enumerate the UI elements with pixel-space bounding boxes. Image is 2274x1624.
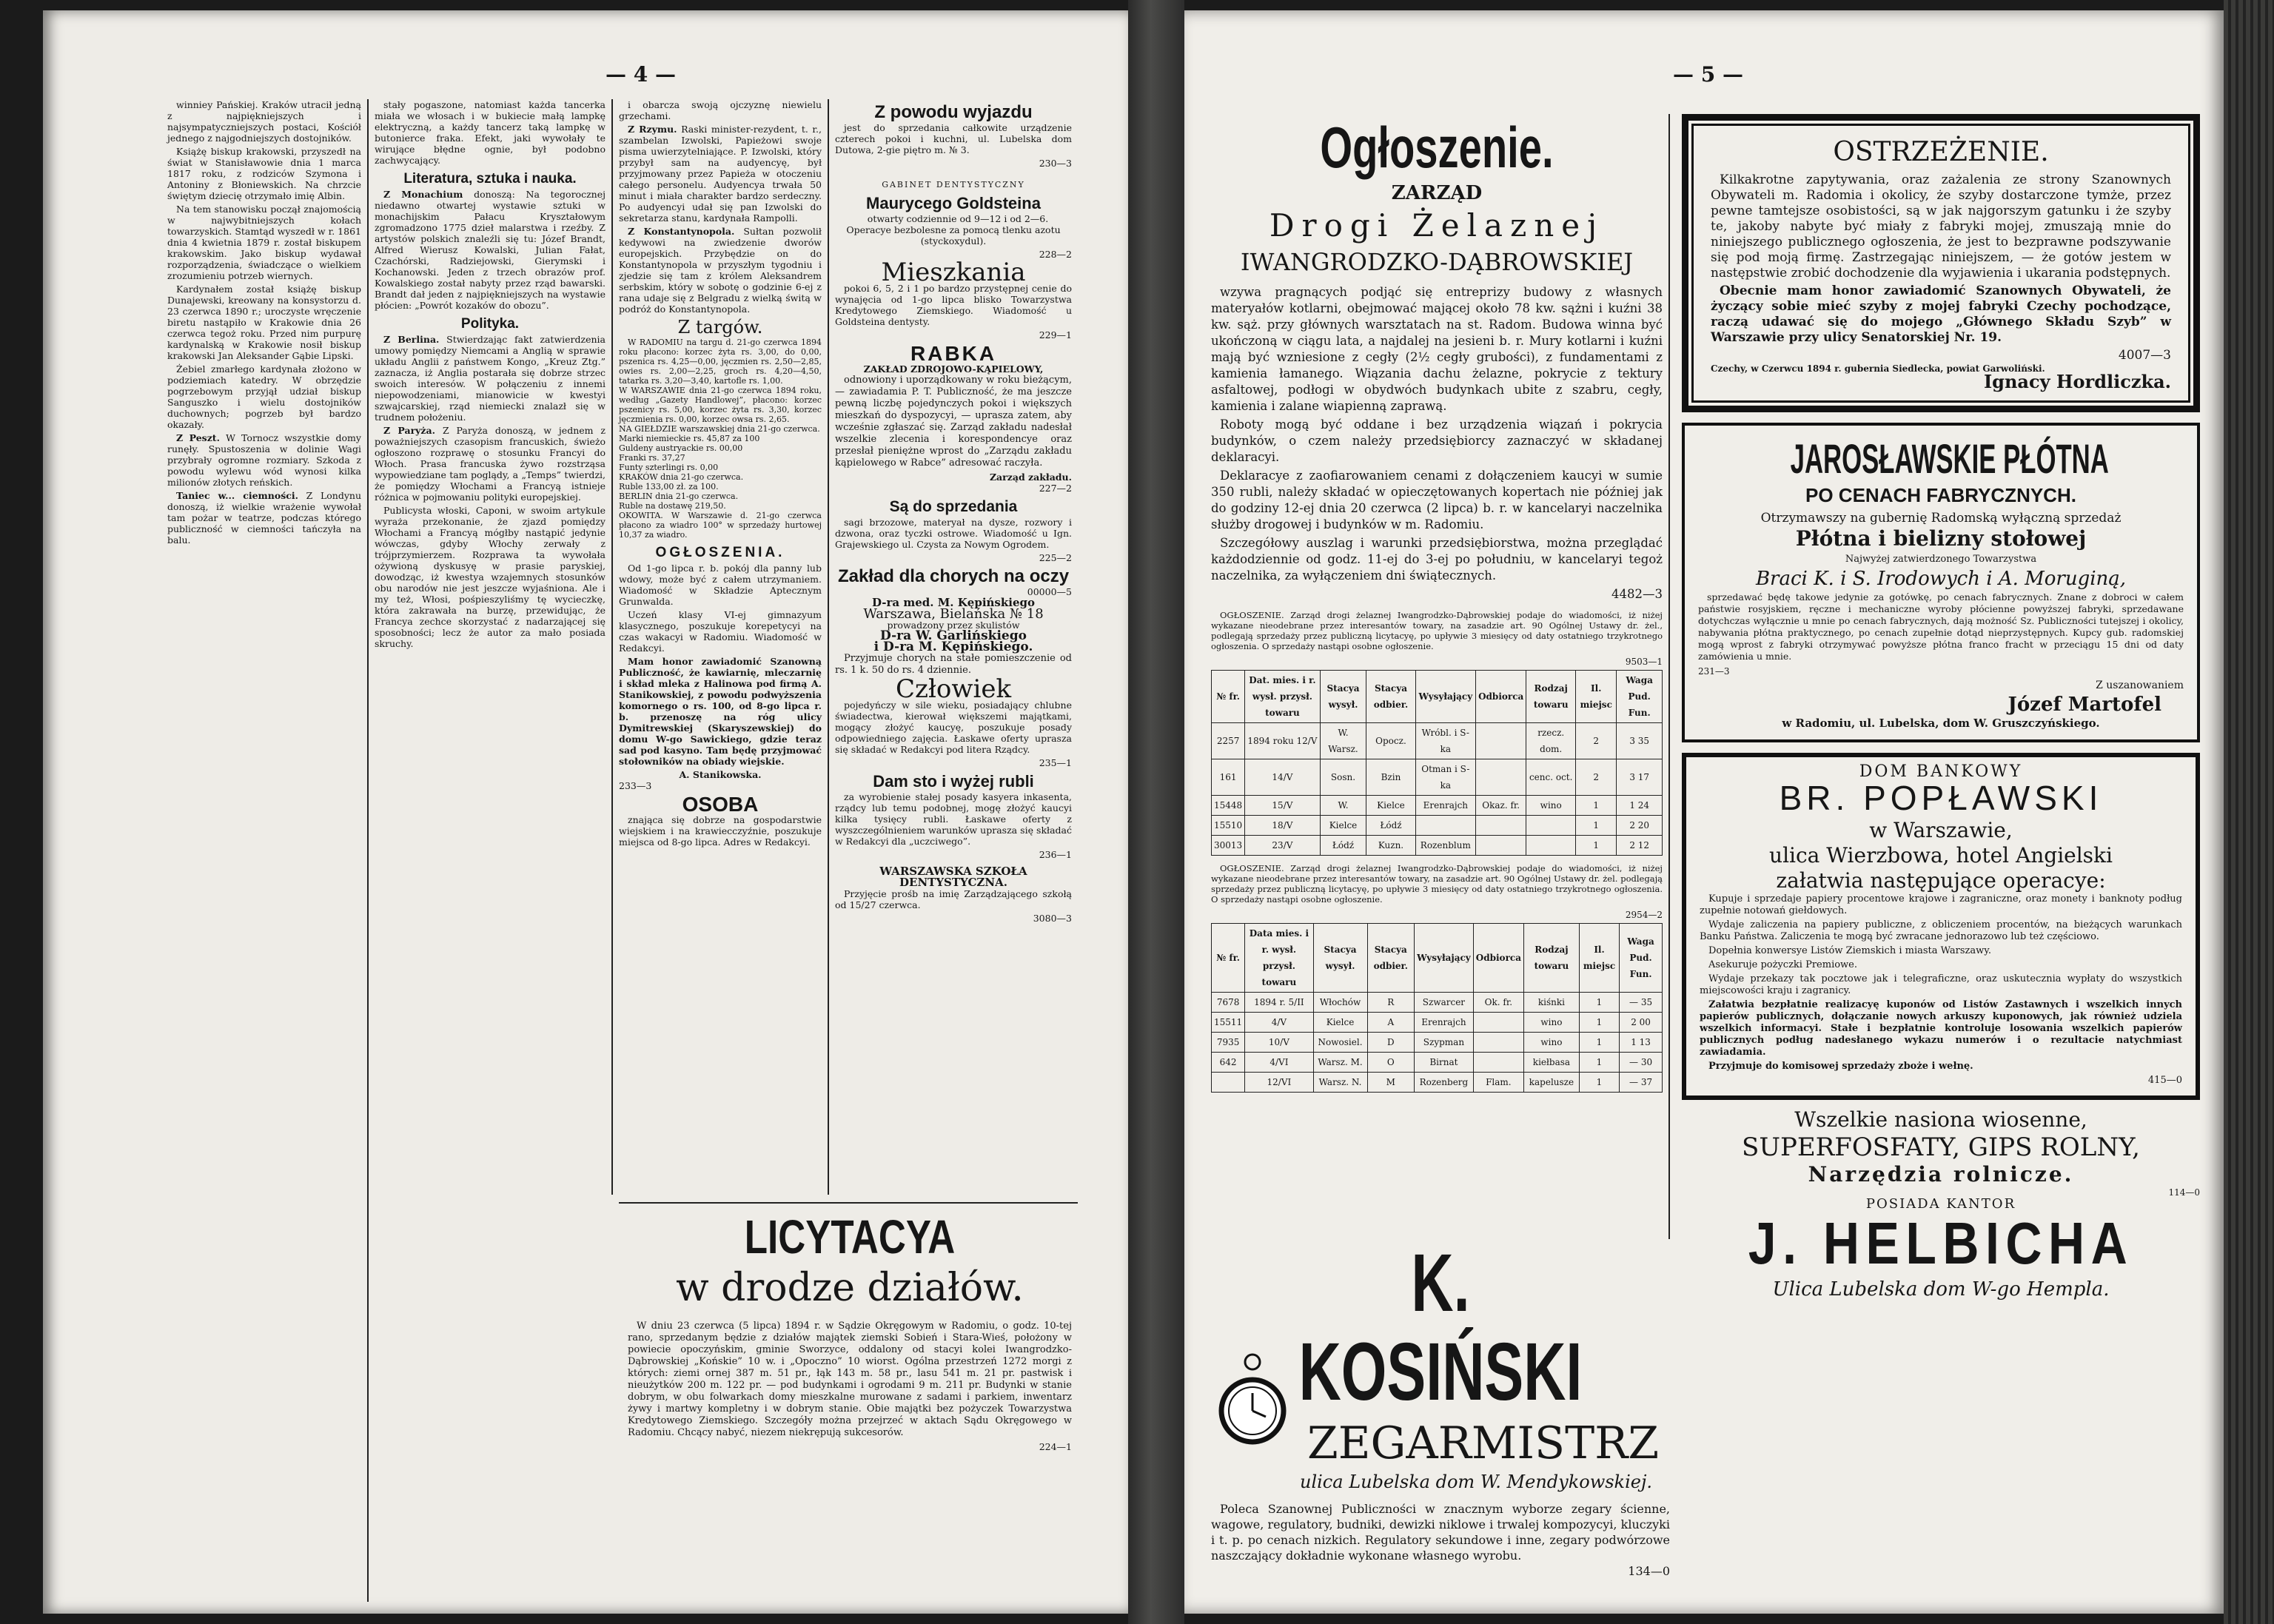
- left-page: [43, 10, 1128, 1614]
- table-cell: A: [1367, 1013, 1415, 1033]
- ad-line: D-ra med. M. Kępińskiego: [872, 596, 1035, 609]
- table-cell: 15/V: [1245, 796, 1320, 816]
- table-cell: 2: [1576, 723, 1617, 759]
- ad-title: LICYTACYA: [744, 1210, 956, 1264]
- article-lead: Taniec w... ciemności.: [176, 490, 298, 501]
- article-paragraph: [167, 490, 361, 546]
- bank-service: Wydaje zaliczenia na papiery publiczne, z obliczeniem procentów, na bieżących warunkach Banku Państwa. Zaliczenia te mogą być zwracane jednorazowo lub też częściowo.: [1700, 919, 2182, 942]
- table-cell: O: [1367, 1053, 1415, 1073]
- article-text: W Tornocz wszystkie domy runęły. Spustoszenia w dolinie Wagi przybrały ogromne rozmiary. Szkoda z powodu wylewu wód wynosi kilka milionów złotych reńskich.: [167, 432, 361, 488]
- table-header-cell: Stacya odbier.: [1367, 924, 1415, 993]
- classified-ad: znająca się dobrze na gospodarstwie wiejskiem i na krawiecczyźnie, poszukuje miejsca od 8-go lipca. Adres w Redakcyi.: [619, 814, 822, 848]
- table-cell: Warsz. M.: [1313, 1053, 1367, 1073]
- ad-address: Ulica Lubelska dom W-go Hempla.: [1772, 1278, 2110, 1301]
- announcement-paragraph: Deklaracye z zaofiarowaniem cenami z dołączeniem kaucyi w sumie 350 rubli, należy składać w opieczętowanych kopertach nie później jak do godziny 12-ej dnia 20 czerwca (2 lipca) b. r. w kancelaryi naczelnika służby drogowej i budynków w m. Radomiu.: [1211, 469, 1663, 531]
- table-cell: 3 35: [1617, 723, 1663, 759]
- table-cell: [1476, 816, 1526, 836]
- table-header-cell: Waga Pud. Fun.: [1617, 671, 1663, 723]
- bank-service: Załatwia bezpłatnie realizacyę kuponów od Listów Zastawnych i wszelkich innych papierów publicznych, dołączanie nowych arkuszy kuponowych, jak również udziela wszelkich informacyi. Stałe i bezpłatnie kontroluje losowania wszelkich papierów publicznych podług nadesłanego wykazu numerów i o rezultacie natychmiast zawiadamia.: [1700, 999, 2182, 1058]
- ad-number: 134—0: [1628, 1564, 1670, 1578]
- table-cell: Otman i S-ka: [1415, 759, 1476, 796]
- watchmaker-trade: ZEGARMISTRZ: [1307, 1417, 1660, 1469]
- watchmaker-address: ulica Lubelska dom W. Mendykowskiej.: [1300, 1472, 1653, 1492]
- ad-line: Narzędzia rolnicze.: [1808, 1162, 2074, 1187]
- ad-number: 229—1: [1039, 329, 1072, 340]
- ad-subtitle: ZAKŁAD ZDROJOWO-KĄPIELOWY,: [863, 363, 1044, 375]
- classified-ad: W dniu 23 czerwca (5 lipca) 1894 r. w Sądzie Okręgowym w Radomiu, o godz. 10-tej rano, sprzedanym będzie z działów majątek ziemski Sobień i Stara-Wieś, położony w powiecie opoczyńskim, gminie Sworzyce, oddalony od stacyi kolei Iwangrodzko-Dąbrowskiej „Końskie” 10 w. i „Opoczno” 10 wiorst. Ogólna przestrzeń 1272 morgi z których: ziemi ornej 387 m. 51 pr., łąk 143 m. 58 pr., lasu 541 m. 21 pr. pastwisk i nieużytków 200 m. 122 pr. — pod budynkami i ogrodami 9 m. 211 pr. Budynki w stanie dobrym, w obu folwarkach domy mieszkalne murowane z sadami i parkiem, inwentarz żywy i martwy kompletny i w dobrym stanie. Obie majątki bez pożyczek Towarzystwa Kredytowego Ziemskiego. Szczegóły można przejrzeć w aktach Sądu Okręgowego w Radomiu. Chcący nabyć, niezem niekrępują sukcesorów.: [628, 1321, 1072, 1438]
- article-paragraph: Żebiel zmarłego kardynała złożono w podziemiach katedry. W obrzędzie pogrzebowym przyjął udział biskup Sanguszko i wielu dostojników duchownych; pogrzeb był bardzo okazały.: [167, 363, 361, 430]
- ad-signature: Zarząd zakładu.: [989, 472, 1072, 483]
- announcement-kolej: IWANGRODZKO-DĄBROWSKIEJ: [1240, 248, 1634, 276]
- table-cell: Okaz. fr.: [1476, 796, 1526, 816]
- article-text: Sułtan pozwolił kedywowi na zwiedzenie dworów europejskich. Przybędzie on do Konstantynopola w przyszłym tygodniu i zjedzie się tam z królem Aleksandrem serbskim, który w sobotę o godzinie 6-ej z rana udaje się z Belgradu z wielką świtą w podróż do Konstantynopola.: [619, 226, 822, 315]
- article-paragraph: winniey Pańskiej. Kraków utracił jedną z najpiękniejszych i najsympatyczniejszych postaci, Kościół jednego z najgodniejszych dostojników.: [167, 99, 361, 144]
- table-cell: [1473, 1053, 1523, 1073]
- article-lead: Z Konstantynopola.: [628, 226, 735, 237]
- table-cell: Warsz. N.: [1313, 1073, 1367, 1093]
- table-cell: Rozenblum: [1415, 836, 1476, 856]
- table-cell: 4/V: [1245, 1013, 1313, 1033]
- classified-ad: Przyjmuje chorych na stałe pomieszczenie od rs. 1 k. 50 do rs. 4 dziennie.: [835, 653, 1072, 676]
- article-paragraph: Na tem stanowisku począł znajomością w najwybitniejszych kołach towarzyskich. Stamtąd wyszedł w r. 1861 dnia 4 kwietnia 1879 r. został biskupem krakowskim. Jako biskup wydawał rozporządzenia, świadczące o wielkiem zrozumieniu potrzeb wiernych.: [167, 204, 361, 281]
- article-paragraph: [167, 432, 361, 488]
- table-cell: kiśnki: [1523, 993, 1579, 1013]
- table-cell: [1473, 1033, 1523, 1053]
- classified-ad: Mam honor zawiadomić Szanowną Publiczność, że kawiarnię, mleczarnię i skład mleka z Halinowa pod firmą A. Stanikowskiej, z powodu podwyższenia komornego o rs. 100, od 8-go lipca r. b. przenoszę na róg ulicy Dymitrewskiej (Skaryszewskiej) do domu W-go Sawickiego, gdzie teraz sad pod kasyno. Tam będę przyjmować stołowników na obiady wiejskie.: [619, 656, 822, 767]
- ad-line: Najwyżej zatwierdzonego Towarzystwa: [1845, 554, 2037, 565]
- ad-title: J. HELBICHA: [1748, 1210, 2134, 1276]
- ad-title: BR. POPŁAWSKI: [1779, 779, 2103, 817]
- table-cell: Opocz.: [1366, 723, 1415, 759]
- article-paragraph: [619, 226, 822, 315]
- classified-ad: jest do sprzedania całkowite urządzenie czterech pokoi i kuchni, ul. Lubelska dom Dutowa, 2-gie piętro m. № 3.: [835, 122, 1072, 155]
- table-cell: 1: [1579, 1073, 1619, 1093]
- table-cell: Wróbl. i S-ka: [1415, 723, 1476, 759]
- ad-number: 236—1: [1039, 849, 1072, 860]
- table-cell: 14/V: [1245, 759, 1320, 796]
- table-cell: — 30: [1620, 1053, 1663, 1073]
- table-cell: kiełbasa: [1523, 1053, 1579, 1073]
- table-cell: 161: [1212, 759, 1245, 796]
- table-cell: 1: [1579, 993, 1619, 1013]
- table-row: [1212, 1033, 1663, 1053]
- article-paragraph: Książę biskup krakowski, przyszedł na świat w Stanisławowie dnia 1 marca 1817 roku, z rodziców Szymona i Antoniny z Błoniewskich. Na chrzcie świętym dziecię otrzymało imię Albin.: [167, 146, 361, 201]
- announcement-paragraph: Roboty mogą być oddane i bez urządzenia wiązań i pokrycia budynków, o czem należy przedsiębiorcy zaznaczyć w składanej deklaracyi.: [1211, 417, 1663, 464]
- table-cell: Szypman: [1415, 1033, 1474, 1053]
- ad-number: 415—0: [2147, 1075, 2182, 1086]
- ad-line: Wszelkie nasiona wiosenne,: [1794, 1107, 2087, 1132]
- ad-line: D-ra W. Garlińskiego: [880, 628, 1027, 643]
- table-cell: [1476, 836, 1526, 856]
- table-cell: [1526, 836, 1576, 856]
- watchmaker-name: K. KOSIŃSKI: [1298, 1238, 1583, 1417]
- announcement-drogi: Drogi Żelaznej: [1269, 207, 1605, 244]
- table-header-cell: Stacya wysył.: [1320, 671, 1366, 723]
- ad-signature: Z uszanowaniem: [2096, 680, 2184, 691]
- ad-subtitle: załatwia następujące operacye:: [1776, 868, 2106, 893]
- ad-line: i D-ra M. Kępińskiego.: [873, 640, 1033, 654]
- ad-title: OSOBA: [682, 793, 759, 816]
- table-cell: 1: [1579, 1053, 1619, 1073]
- table-header-row: [1212, 924, 1663, 993]
- article-text: donoszą: Na tegorocznej niedawno otwartej wystawie sztuki w monachijskim Pałacu Kryształowym zgromadzono 1775 dzieł malarstwa i rzeźby. Z artystów polskich znaleźli się tu: Józef Brandt, Alfred Wierusz Kowalski, Julian Fałat, Czachórski, Radziejowski, Gierymski i Kochanowski. Jeden z trzech obrazów prof. Kowalskiego został nabyty przez rząd bawarski. Brandt dał jeden z najpiękniejszych na wystawie płócien: „Powrót kozaków do obozu”.: [375, 189, 606, 311]
- ad-number: 233—3: [619, 780, 652, 791]
- left-column-1: [167, 99, 361, 1602]
- table-row: [1212, 759, 1663, 796]
- ad-title: Mieszkania: [881, 258, 1026, 287]
- table-cell: — 35: [1620, 993, 1663, 1013]
- table-cell: 18/V: [1245, 816, 1320, 836]
- table-cell: Łódź: [1320, 836, 1366, 856]
- table-cell: Szwarcer: [1415, 993, 1474, 1013]
- ad-subtitle: PO CENACH FABRYCZNYCH.: [1805, 484, 2076, 506]
- table-header-cell: Rodzaj towaru: [1523, 924, 1579, 993]
- ad-number: 4482—3: [1611, 587, 1663, 601]
- ad-line: ulica Wierzbowa, hotel Angielski: [1769, 843, 2113, 868]
- ad-number: 9503—1: [1625, 657, 1663, 667]
- classified-ad: pokoi 6, 5, 2 i 1 po bardzo przystępnej cenie do wynajęcia od 1-go lipca blisko Towarzystwa Kredytowego Ziemskiego. Wiadomość u Goldsteina dentysty.: [835, 283, 1072, 327]
- classified-ad: Od 1-go lipca r. b. pokój dla panny lub wdowy, może być z całem utrzymaniem. Wiadomość w Składzie Aptecznym Grunwalda.: [619, 563, 822, 607]
- ad-title: Dam sto i wyżej rubli: [873, 772, 1034, 791]
- article-lead: Z Paryża.: [383, 425, 435, 436]
- table-cell: 23/V: [1245, 836, 1320, 856]
- classified-ad: Kilkakrotne zapytywania, oraz zażalenia ze strony Szanownych Obywateli m. Radomia i okolicy, że szyby dostarczone tymże, przez pewne tamtejsze osobistości, są w jak najgorszym gatunku i że szyby te, jakoby nabyte być miały z fabryki mojej, zmuszają mnie do niniejszego publicznego ogłoszenia, że jest to bezprawne podszywanie się pod moją firmę. Zastrzegając niniejszem, — że gotów jestem w następstwie zrobić dochodzenie dla wyjawienia i ukarania podstępnych.: [1711, 172, 2171, 281]
- bank-service: Przyjmuje do komisowej sprzedaży zboże i wełnę.: [1708, 1061, 1973, 1072]
- bank-service: Kupuje i sprzedaje papiery procentowe krajowe i zagraniczne, oraz monety i banknoty podług zupełnie notowań giełdowych.: [1700, 893, 2182, 916]
- ad-title: RABKA: [910, 342, 997, 365]
- table-cell: wino: [1523, 1033, 1579, 1053]
- table-header-cell: Data mies. i r. wysł. przysł. towaru: [1245, 924, 1313, 993]
- table-cell: 2 12: [1617, 836, 1663, 856]
- table-cell: 1 13: [1620, 1033, 1663, 1053]
- classified-ad: sagi brzozowe, materyał na dysze, rozwory i dzwona, oraz tyczki ostrowe. Wiadomość u Ign. Grajewskiego ul. Czysta za Nowym Ogrodem.: [835, 517, 1072, 550]
- table-cell: 7935: [1212, 1033, 1245, 1053]
- article-lead: Z Berlina.: [383, 334, 440, 345]
- left-column-4: [835, 99, 1072, 1209]
- table-header-cell: Stacya odbier.: [1366, 671, 1415, 723]
- ad-number: 227—2: [1039, 483, 1072, 494]
- ad-number: 224—1: [1039, 1441, 1072, 1452]
- article-text: Z Paryża donoszą, w jednem z poważniejszych czasopism francuskich, świeżo ogłoszono rozprawę o stosunku Francyi do Włoch. Prasa francuska żywo rozstrząsa wypowiedziane tam poglądy, a „Temps” twierdzi, że pomiędzy Włochami a Francyą istnieje różnica w pojmowaniu polityki europejskiej.: [375, 425, 606, 503]
- bank-service: Wydaje przekazy tak pocztowe jak i telegraficzne, oraz uskutecznia wypłaty do wszystkich miejscowości kraju i zagranicy.: [1700, 973, 2182, 996]
- article-paragraph: stały pogaszone, natomiast każda tancerka miała we włosach i w bukiecie małą lampkę elektryczną, a każdy tancerz taką lampkę w butonierce fraka. Efekt, jaki wywołały te wirujące błędne ognie, był podobno zachwycający.: [375, 99, 606, 166]
- table-header-cell: Il. miejsc: [1576, 671, 1617, 723]
- table-cell: Erenrajch: [1415, 1013, 1474, 1033]
- table-cell: 1 24: [1617, 796, 1663, 816]
- ad-number: 00000—5: [1027, 586, 1072, 597]
- ad-title: Maurycego Goldsteina: [866, 194, 1041, 212]
- table-cell: 1: [1576, 796, 1617, 816]
- classified-ad: pojedyńczy w sile wieku, posiadający chlubne świadectwa, kierował większemi majątkami, mogący złożyć kaucyę, poszukuje posady odpowiedniego zajęcia. Łaskawe oferty uprasza się składać w Redakcyi pod litera Rządcy.: [835, 699, 1072, 755]
- column-rule: [611, 99, 613, 1195]
- table-header-cell: Waga Pud. Fun.: [1620, 924, 1663, 993]
- table-cell: 1: [1579, 1013, 1619, 1033]
- ad-title: Zakład dla chorych na oczy: [837, 566, 1070, 586]
- ad-line: Warszawa, Bielańska № 18: [863, 606, 1044, 622]
- announcement-title: Ogłoszenie.: [1320, 115, 1554, 180]
- table-row: [1212, 1053, 1663, 1073]
- table-cell: 2 00: [1620, 1013, 1663, 1033]
- table-cell: 1894 r. 5/II: [1245, 993, 1313, 1013]
- table-cell: 3 17: [1617, 759, 1663, 796]
- table-cell: Bzin: [1366, 759, 1415, 796]
- ad-signature: A. Stanikowska.: [679, 769, 762, 780]
- left-column-2: [375, 99, 606, 1602]
- table-row: [1212, 796, 1663, 816]
- ad-subtitle: w drodze działów.: [676, 1266, 1024, 1310]
- table-cell: Kuzn.: [1366, 836, 1415, 856]
- column-rule: [1668, 114, 1670, 1239]
- ad-pretitle: GABINET DENTYSTYCZNY: [882, 180, 1025, 189]
- ad-title: Człowiek: [895, 674, 1012, 704]
- classified-ad: Przyjęcie prośb na imię Zarządzającego szkołą od 15/27 czerwca.: [835, 888, 1072, 910]
- table-cell: 1: [1576, 836, 1617, 856]
- classified-ad: otwarty codziennie od 9—12 i od 2—6. Operacye bezbolesne za pomocą tlenku azotu (styckoxydul).: [846, 213, 1061, 246]
- market-prices: W RADOMIU na targu d. 21-go czerwca 1894 roku płacono: korzec żyta rs. 3,00, do 0,00, pszenica rs. 4,25—0,00, jęczmien rs. 2,50—2,85, owies rs. 2,00—2,25, groch rs. 4,20—4,50, tatarka rs. 3,20—3,40, kartofle rs. 1,00. W WARSZAWIE dnia 21-go czerwca 1894 roku, według „Gazety Handlowej”, płacono: korzec pszenicy rs. 5,00, korzec żyta rs. 3,30, korzec jęczmienia rs. 0,00, korzec owsa rs. 2,65. NA GIEŁDZIE warszawskiej dnia 21-go czerwca. Marki niemieckie rs. 45,87 za 100 Guldeny austryackie rs. 00,00 Franki rs. 37,27 Funty szterlingi rs. 0,00 KRAKÓW dnia 21-go czerwca. Ruble 133,00 zł. za 100. BERLIN dnia 21-go czerwca. Ruble na dostawę 219,50. OKOWITA. W Warszawie d. 21-go czerwca płacono za wiadro 100° w sprzedaży hurtowej 10,37 za wiadro.: [619, 338, 822, 540]
- table-row: [1212, 1013, 1663, 1033]
- ad-line: POSIADA KANTOR: [1865, 1196, 2016, 1212]
- table-cell: W. Warsz.: [1320, 723, 1366, 759]
- article-text: Raski minister-rezydent, t. r., szambelan Izwolski, Papieżowi swoje pisma uwierzytelniające. P. Izwolski, który przybył sam na audyencyę, był przyjmowany przez Papieża w otoczeniu całego personelu. Audyencya trwała 50 minut i miała charakter bardzo serdeczny. Po audyencyi udał się pan Izwolski do sekretarza stanu, kardynała Rampolli.: [619, 124, 822, 224]
- ad-line: Braci K. i S. Irodowych i A. Moruginą,: [1755, 568, 2127, 590]
- article-paragraph: [375, 189, 606, 311]
- table-row: [1212, 993, 1663, 1013]
- ad-number: 114—0: [2168, 1187, 2200, 1198]
- table-header-cell: Odbiorca: [1476, 671, 1526, 723]
- table-header-cell: Il. miejsc: [1579, 924, 1619, 993]
- table-cell: 15511: [1212, 1013, 1245, 1033]
- table-cell: [1473, 1013, 1523, 1033]
- article-paragraph: i obarcza swoją ojczyznę niewielu grzechami.: [619, 99, 822, 121]
- table-cell: M: [1367, 1073, 1415, 1093]
- ad-number: 4007—3: [2118, 348, 2171, 363]
- ad-line: prowadzony przez skulistów: [887, 620, 1020, 631]
- ad-number: 225—2: [1039, 552, 1072, 563]
- table-header-cell: Wysyłający: [1415, 671, 1476, 723]
- notice-text: OGŁOSZENIE. Zarząd drogi żelaznej Iwangrodzko-Dąbrowskiej podaje do wiadomości, iż niżej wykazane nieodebrane przez interesantów towary, na zasadzie art. 90 Ogólnej Ustawy dr. żel. podlegają sprzedaży przez publiczną licytacyę, po upływie 3 miesięcy od daty ostatniego trzykrotnego ogłoszenia. O sprzedaży nastąpi osobne ogłoszenie.: [1211, 863, 1663, 905]
- table-header-cell: Odbiorca: [1473, 924, 1523, 993]
- ad-number: 231—3: [1698, 666, 1730, 677]
- ad-title: Są do sprzedania: [889, 498, 1018, 515]
- ad-pretitle: DOM BANKOWY: [1859, 762, 2023, 781]
- table-cell: kapelusze: [1523, 1073, 1579, 1093]
- ad-signature: Józef Martofel: [2008, 694, 2161, 716]
- page-number: — 5 —: [1673, 62, 1743, 87]
- table-cell: 2257: [1212, 723, 1245, 759]
- article-lead: Z Monachium: [383, 189, 463, 200]
- column-rule: [828, 99, 829, 1195]
- pocket-watch-icon: [1215, 1352, 1289, 1463]
- table-header-cell: № fr.: [1212, 924, 1245, 993]
- table-cell: Birnat: [1415, 1053, 1474, 1073]
- ad-signature: Ignacy Hordliczka.: [1983, 371, 2171, 392]
- classified-ad: Poleca Szanownej Publiczności w znacznym wyborze zegary ścienne, wagowe, regulatory, budniki, dewizki niklowe i trwalej kompozycyi, kluczyki i t. p. po cenach nizkich. Regulatory sekundowe i inne, zegary podwórzowe naszczający dokładnie wykonane własnego wyrobu.: [1211, 1502, 1670, 1563]
- table-cell: [1476, 759, 1526, 796]
- table-cell: 2 20: [1617, 816, 1663, 836]
- table-cell: [1212, 1073, 1245, 1093]
- bank-ad: [1682, 753, 2200, 1100]
- ad-place: Czechy, w Czerwcu 1894 r. gubernia Siedlecka, powiat Garwoliński.: [1711, 363, 2045, 374]
- book-gutter: [1128, 0, 1184, 1624]
- table-header-row: [1212, 671, 1663, 723]
- table-cell: Rozenberg: [1415, 1073, 1474, 1093]
- table-header-cell: Stacya wysył.: [1313, 924, 1367, 993]
- table-cell: 1894 roku 12/V: [1245, 723, 1320, 759]
- announcement-zarzad: ZARZĄD: [1391, 182, 1483, 204]
- section-title: Z targów.: [677, 317, 763, 338]
- table-row: [1212, 723, 1663, 759]
- table-cell: wino: [1526, 796, 1576, 816]
- table-header-cell: Wysyłający: [1415, 924, 1474, 993]
- table-cell: Kielce: [1320, 816, 1366, 836]
- ad-number: 3080—3: [1033, 913, 1072, 924]
- notice-text: OGŁOSZENIE. Zarząd drogi żelaznej Iwangrodzko-Dąbrowskiej podaje do wiadomości, iż niżej wykazane nieodebrane przez interesantów towary, na zasadzie art. 90 Ogólnej Ustawy dr. żel., podlegają sprzedaży przez publiczną licytacyę, po upływie 3 miesięcy od daty ostatniego trzykrotnego ogłoszenia. O sprzedaży nastąpi osobne ogłoszenie.: [1211, 610, 1663, 651]
- ad-line: Płótna i bielizny stołowej: [1795, 526, 2087, 551]
- announcement-paragraph: wzywa pragnących podjąć się entreprizy budowy z własnych materyałów kotlarni, obejmować mającej około 78 kw. sążni i kuźni 38 kw. sąż. przy głównych warsztatach na st. Radom. Budowa winna być ukończoną w ciągu lata, a najdalej na jesieni b. r. Mury kotlarni i kuźni mają być wzniesione z cegły (2½ cegły grubości), z fundamentami z kamienia łamanego. Wiązania dachu żelazne, pokrycie z tektury asfaltowej, podłogi w obydwóch budynkach ubite z szabru, cegły, kamienia i zalane wiapienną zaprawą.: [1211, 285, 1663, 413]
- bank-service: Dopełnia konwersye Listów Ziemskich i miasta Warszawy.: [1708, 945, 1991, 956]
- seed-ad: [1682, 1107, 2200, 1301]
- table-cell: Kielce: [1313, 1013, 1367, 1033]
- section-title: Literatura, sztuka i nauka.: [403, 171, 577, 187]
- column-rule: [367, 99, 369, 1602]
- table-header-cell: № fr.: [1212, 671, 1245, 723]
- table-cell: 4/VI: [1245, 1053, 1313, 1073]
- table-cell: [1476, 723, 1526, 759]
- table-cell: Erenrajch: [1415, 796, 1476, 816]
- table-cell: 12/VI: [1245, 1073, 1313, 1093]
- classified-ad: sprzedawać będę takowe jedynie za gotówkę, po cenach fabrycznych. Znane z dobroci w całem państwie rosyjskiem, ręczne i mechaniczne wyroby płócienne powyższej fabryki, sprzedawane dotychczas wyłącznie u mnie po cenach fabrycznych, dają możność Sz. Publiczności tutejszej i okolicy, nabywania płótna praktycznego, po cenach zupełnie dotąd nieprzystępnych. Kupcy gub. radomskiej mogą wprost z fabryki otrzymywać powyższe płótna franco fracht w przeciągu 15 dni od daty zamówienia u mnie.: [1698, 591, 2184, 662]
- warning-ad: [1682, 114, 2200, 412]
- ad-number: 230—3: [1039, 158, 1072, 169]
- table-cell: Łódź: [1366, 816, 1415, 836]
- article-paragraph: [619, 124, 822, 224]
- ad-line: SUPERFOSFATY, GIPS ROLNY,: [1742, 1133, 2140, 1162]
- table-cell: 10/V: [1245, 1033, 1313, 1053]
- table-cell: — 37: [1620, 1073, 1663, 1093]
- table-cell: 15448: [1212, 796, 1245, 816]
- table-header-cell: Dat. mies. i r. wysł. przysł. towaru: [1245, 671, 1320, 723]
- ad-line: w Warszawie,: [1869, 818, 2013, 842]
- table-cell: 1: [1576, 816, 1617, 836]
- table-cell: [1526, 816, 1576, 836]
- announcement-paragraph: Szczegółowy auszlag i warunki przedsiębiorstwa, można przeglądać każdodziennie od godz. 11-ej do 3-ej po południu, w kancelaryi tegoż naczelnika, za wyłączeniem dni świątecznych.: [1211, 536, 1663, 583]
- article-text: Stwierdzając fakt zatwierdzenia umowy pomiędzy Niemcami a Anglią w sprawie układu Anglii z państwem Kongo, „Kreuz Ztg.” zaznacza, iż Anglia postarała się dobrze strzec swoich interesów. W połączeniu z innemi niepowodzeniami, mianowicie w kwestyi szwajcarskiej, rząd niemiecki znalazł się w trudnem położeniu.: [375, 334, 606, 423]
- table-cell: rzecz. dom.: [1526, 723, 1576, 759]
- classified-ad: odnowiony i uporządkowany w roku bieżącym, — zawiadamia P. T. Publiczność, że ma jeszcze pewną liczbę pojedynczych pokoi i większych mieszkań do dyspozycyi, — uprasza zatem, aby wcześnie zgłaszać się. Zarząd zakładu nadesłał wszelkie zlecenia i korespondencye oraz przesłał pieniężne wprost do „Zarządu zakładu kąpielowego w Rabce” adresować raczyła.: [835, 375, 1072, 469]
- ad-title: OSTRZEŻENIE.: [1833, 137, 2049, 167]
- linen-ad: [1682, 423, 2200, 742]
- table-cell: 1: [1579, 1033, 1619, 1053]
- table-cell: wino: [1523, 1013, 1579, 1033]
- left-column-3: [619, 99, 822, 1195]
- section-title: Polityka.: [460, 316, 520, 332]
- table-cell: Flam.: [1473, 1073, 1523, 1093]
- railway-announcement: [1211, 114, 1663, 1224]
- table-cell: Kielce: [1366, 796, 1415, 816]
- ad-number: 228—2: [1039, 249, 1072, 260]
- page-number: — 4 —: [606, 62, 676, 87]
- table-cell: D: [1367, 1033, 1415, 1053]
- ad-address: w Radomiu, ul. Lubelska, dom W. Gruszczyńskiego.: [1782, 717, 2100, 730]
- table-cell: R: [1367, 993, 1415, 1013]
- unclaimed-goods-table-2: [1211, 923, 1663, 1093]
- ad-title: WARSZAWSKA SZKOŁA DENTYSTYCZNA.: [879, 865, 1027, 889]
- unclaimed-goods-table-1: [1211, 670, 1663, 856]
- table-cell: 7678: [1212, 993, 1245, 1013]
- ad-line: Otrzymawszy na gubernię Radomską wyłączną sprzedaż: [1760, 511, 2122, 526]
- classified-ad: Obecnie mam honor zawiadomić Szanownych Obywateli, że życzący sobie mieć szyby z mojej fabryki Czechy pochodzące, raczą udawać się do mojego „Głównego Składu Szyb” w Warszawie przy ulicy Senatorskiej Nr. 19.: [1711, 283, 2171, 345]
- table-cell: 642: [1212, 1053, 1245, 1073]
- bank-service: Asekuruje pożyczki Premiowe.: [1708, 959, 1858, 970]
- table-cell: cenc. oct.: [1526, 759, 1576, 796]
- ad-number: 235—1: [1039, 757, 1072, 768]
- article-lead: Z Rzymu.: [628, 124, 677, 135]
- ad-title: JAROSŁAWSKIE PŁÓTNA: [1790, 435, 2109, 482]
- binding-edge: [2224, 0, 2274, 1624]
- table-cell: Włochów: [1313, 993, 1367, 1013]
- right-ads-column: [1682, 114, 2200, 1557]
- article-paragraph: Publicysta włoski, Caponi, w swoim artykule wyraża przekonanie, że zjazd pomiędzy Włochami a Francyą mógłby nastąpić jedynie wówczas, gdyby Włochy zerwały z trójprzymierzem. Rozprawa ta wywołała ożywioną dyskusyę w prasie paryskiej, dowodząc, iż kwestya wzajemnych stosunków obu narodów nie jest jeszcze wyjaśniona. Ale i my też, Włosi, pośpieszyliśmy tę wycieczkę, która zakrawała na burzę, przewidując, że Francya zechce skorzystać z nadarzającej się sposobności; lecz że autor za mało posiada skruchy.: [375, 505, 606, 649]
- article-text: Z Londynu donoszą, iż wielkie wrażenie wywołał tam pożar w teatrze, podczas którego publiczność w ciemności tańczyła na balu.: [167, 490, 361, 546]
- table-cell: Nowosiel.: [1313, 1033, 1367, 1053]
- licytacya-ad: [628, 1209, 1072, 1528]
- table-row: [1212, 1073, 1663, 1093]
- table-cell: 15510: [1212, 816, 1245, 836]
- article-paragraph: [375, 334, 606, 423]
- section-title: OGŁOSZENIA.: [655, 545, 785, 560]
- article-paragraph: [375, 425, 606, 503]
- table-row: [1212, 816, 1663, 836]
- table-cell: Sosn.: [1320, 759, 1366, 796]
- table-row: [1212, 836, 1663, 856]
- article-paragraph: Kardynałem został książę biskup Dunajewski, kreowany na konsystorzu d. 23 czerwca 1890 r.; uroczyste wręczenie biretu nastąpiło w Krakowie dnia 26 czerwca tegoż roku. Przed nim purpurę kardynalską w Krakowie nosił biskup krakowski Jan Aleksander Gąbie Lipski.: [167, 283, 361, 361]
- ad-title: Z powodu wyjazdu: [874, 102, 1033, 122]
- ad-number: 2954—2: [1625, 910, 1663, 920]
- section-rule: [619, 1202, 1078, 1204]
- classified-ad: za wyrobienie stałej posady kasyera inkasenta, rządcy lub temu podobnej, mogę złożyć kaucyi kilka tysięcy rubli. Łaskawe oferty z wyszczególnieniem warunków uprasza się składać w Redakcyi dla „uczciwego”.: [835, 791, 1072, 847]
- table-header-cell: Rodzaj towaru: [1526, 671, 1576, 723]
- table-cell: 30013: [1212, 836, 1245, 856]
- table-cell: [1415, 816, 1476, 836]
- table-cell: W.: [1320, 796, 1366, 816]
- article-lead: Z Peszt.: [176, 432, 220, 443]
- classified-ad: Uczeń klasy VI-ej gimnazyum klasycznego, poszukuje korepetycyi na czas wakacyi w Radomiu. Wiadomość w Redakcyi.: [619, 609, 822, 654]
- table-cell: 2: [1576, 759, 1617, 796]
- table-cell: Ok. fr.: [1473, 993, 1523, 1013]
- right-page: [1184, 10, 2224, 1614]
